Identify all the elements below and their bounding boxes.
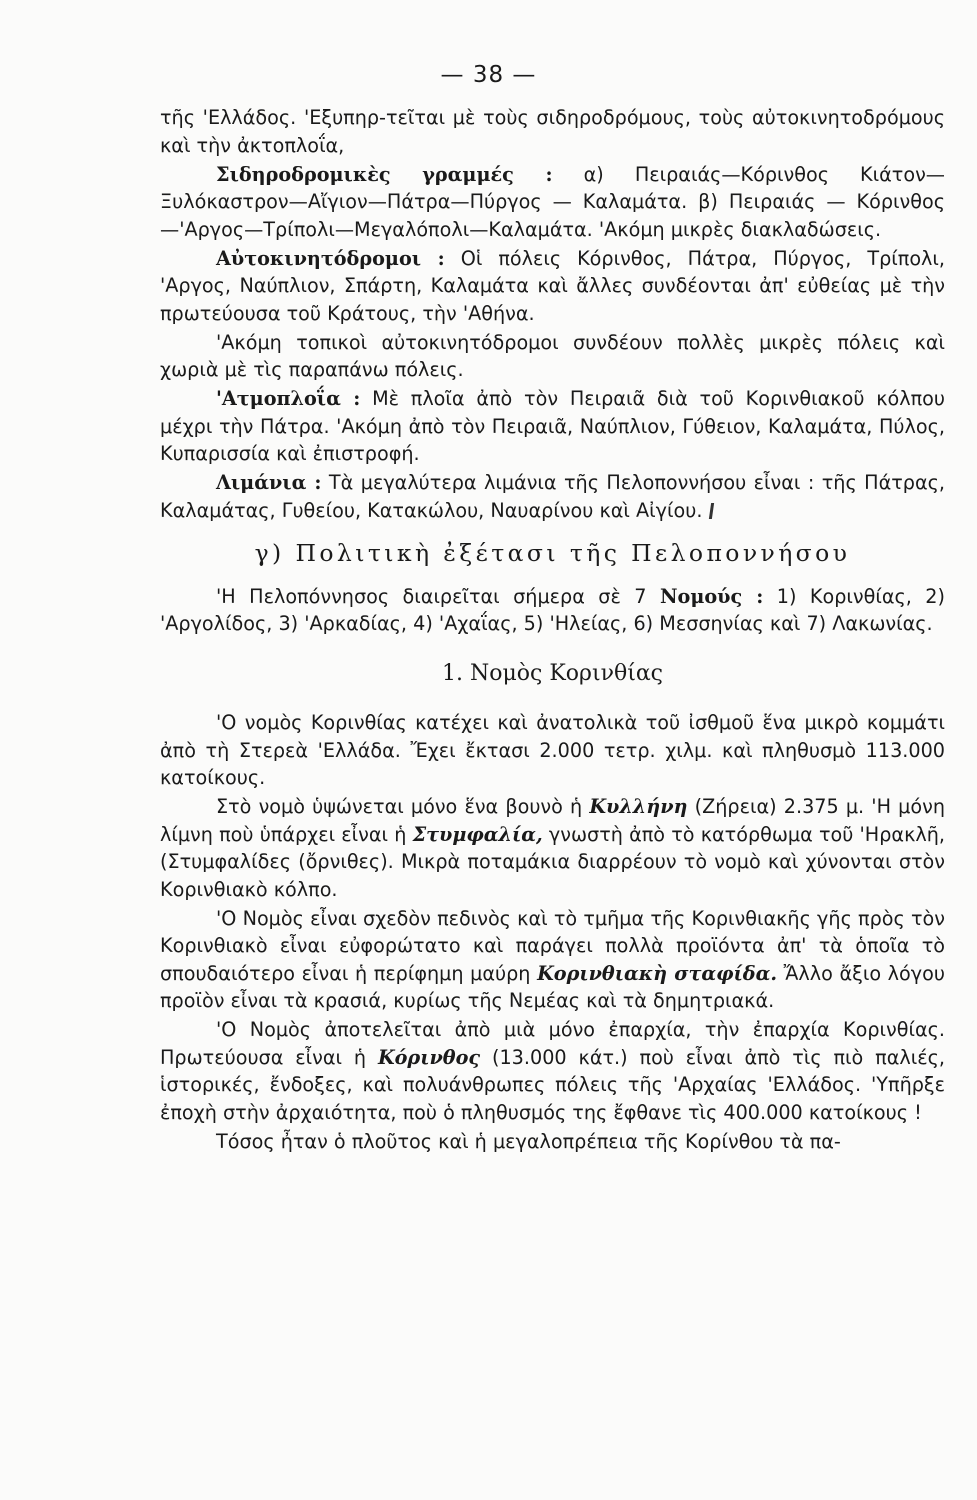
paragraph-ports	[160, 469, 945, 524]
economy-text-c: Ἄλλο ἄξιο λόγου προϊὸν εἶναι τὰ κρασιά, κυρίως τῆς Νεμέας καὶ τὰ δημητριακά.	[160, 961, 945, 1012]
paragraph-transport-intro: τῆς 'Ελλάδος. 'Εξυπηρ-τεῖται μὲ τοὺς σιδηροδρόμους, τοὺς αὐτοκινητοδρόμους καὶ τὴν ἀκτοπλοΐα,	[160, 106, 945, 157]
section-heading: γ) Πολιτικὴ ἐξέτασι τῆς Πελοποννήσου	[254, 539, 851, 567]
economy-text-a: 'Ο Νομὸς εἶναι σχεδὸν πεδινὸς καὶ τὸ τμῆμα τῆς Κορινθιακῆς γῆς πρὸς τὸν Κορινθιακὸ εἶναι εὐφορώτατο καὶ παράγει πολλὰ προϊόντα ἀπ' τὰ ὁποῖα τὸ σπουδαιότερο εἶναι ἡ περίφημη μαύρη	[160, 906, 945, 985]
currant-term: Κορινθιακὴ σταφίδα.	[537, 961, 778, 985]
capital-text-a: 'Ο Νομὸς ἀποτελεῖται ἀπὸ μιὰ μόνο ἐπαρχία, τὴν ἐπαρχία Κορινθίας. Πρωτεύουσα εἶναι ἡ	[160, 1018, 945, 1069]
paragraph-korinthia-geography	[160, 793, 945, 903]
paragraph-korinthia-capital	[160, 1016, 945, 1126]
subheading-korinthia: 1. Νομὸς Κορινθίας	[442, 660, 663, 686]
geography-text-d: γνωστὴ ἀπὸ τὸ κατόρθωμα τοῦ 'Ηρακλῆ, (Στυμφαλίδες (ὄρνιθες). Μικρὰ ποταμάκια διαρρέουν τὸ νομὸ καὶ χύνονται στὸν Κορινθιακὸ κόλπο.	[160, 822, 945, 901]
paragraph-korinthia-economy	[160, 905, 945, 1015]
capital-text-c: (13.000 κάτ.) ποὺ εἶναι ἀπὸ τὶς πιὸ παλιές, ἱστορικές, ἔνδοξες, καὶ πολυάνθρωπες πόλεις τῆς 'Αρχαίας 'Ελλάδος. 'Υπῆρξε ἐποχὴ στὴν ἀρχαιότητα, ποὺ ὁ πληθυσμός της ἔφθανε τὶς 400.000 κατοίκους !	[160, 1045, 945, 1124]
shipping-text: Μὲ πλοῖα ἀπὸ τὸν Πειραιᾶ διὰ τοῦ Κορινθιακοῦ κόλπου μέχρι τὴν Πάτρα. 'Ακόμη ἀπὸ τὸν Πειραιᾶ, Ναύπλιον, Γύθειον, Καλαμάτα, Πύλος, Κυπαρισσία καὶ ἐπιστροφή.	[160, 387, 945, 465]
paragraph-prefectures	[160, 583, 945, 638]
prefectures-text-b: 1) Κορινθίας, 2) 'Αργολίδος, 3) 'Αρκαδίας, 4) 'Αχαΐας, 5) 'Ηλείας, 6) Μεσσηνίας καὶ 7) Λακωνίας.	[160, 584, 946, 635]
paragraph-shipping	[160, 385, 945, 468]
railways-text: α) Πειραιάς—Κόρινθος Κιάτον—Ξυλόκαστρον—Αἴγιον—Πάτρα—Πύργος — Καλαμάτα. β) Πειραιάς — Κόρινθος—'Αργος—Τρίπολι—Μεγαλόπολι—Καλαμάτα. 'Ακόμη μικρὲς διακλαδώσεις.	[160, 162, 945, 241]
prefectures-bold: Νομούς :	[659, 584, 764, 608]
korinthos-term: Κόρινθος	[377, 1045, 481, 1069]
stymfalia-term: Στυμφαλία,	[412, 822, 543, 846]
railways-label: Σιδηροδρομικὲς γραμμές :	[216, 162, 553, 186]
paragraph-korinthia-area: 'Ο νομὸς Κορινθίας κατέχει καὶ ἀνατολικὰ τοῦ ἰσθμοῦ ἕνα μικρὸ κομμάτι ἀπὸ τὴ Στερεὰ 'Ελλάδα. Ἔχει ἔκτασι 2.000 τετρ. χιλμ. καὶ πληθυσμὸ 113.000 κατοίκους.	[160, 711, 945, 789]
paragraph-local-roads: 'Ακόμη τοπικοὶ αὐτοκινητόδρομοι συνδέουν πολλὲς μικρὲς πόλεις καὶ χωριὰ μὲ τὶς παραπάνω πόλεις.	[160, 330, 945, 381]
highways-text: Οἱ πόλεις Κόρινθος, Πάτρα, Πύργος, Τρίπολι, 'Αργος, Ναύπλιον, Σπάρτη, Καλαμάτα καὶ ἄλλες συνδέονται ἀπ' εὐθείας μὲ τὴν πρωτεύουσα τοῦ Κράτους, τὴν 'Αθήνα.	[160, 246, 946, 325]
ports-label: Λιμάνια :	[216, 471, 322, 494]
shipping-label: 'Ατμοπλοΐα :	[216, 387, 361, 410]
paragraph-highways	[160, 245, 945, 328]
prefectures-text-a: 'Η Πελοπόννησος διαιρεῖται σήμερα σὲ 7	[216, 584, 647, 608]
paragraph-railways	[160, 161, 945, 244]
pen-mark	[709, 503, 714, 519]
geography-text-c: (Ζήρεια) 2.375 μ. 'Η μόνη λίμνη ποὺ ὑπάρχει εἶναι ἡ	[160, 795, 945, 846]
highways-label: Αὐτοκινητόδρομοι :	[216, 246, 445, 270]
page-number: — 38 —	[440, 62, 537, 88]
paragraph-korinthia-wealth: Τόσος ἦταν ὁ πλοῦτος καὶ ἡ μεγαλοπρέπεια τῆς Κορίνθου τὰ πα-	[216, 1129, 841, 1153]
ports-text: Τὰ μεγαλύτερα λιμάνια τῆς Πελοποννήσου εἶναι : τῆς Πάτρας, Καλαμάτας, Γυθείου, Κατακώλου, Ναυαρίνου καὶ Αἰγίου.	[160, 471, 945, 522]
geography-text-a: Στὸ νομὸ ὑψώνεται μόνο ἕνα βουνὸ ἡ	[216, 795, 583, 818]
page-body	[160, 104, 945, 1157]
kyllini-term: Κυλλήνη	[589, 795, 688, 818]
